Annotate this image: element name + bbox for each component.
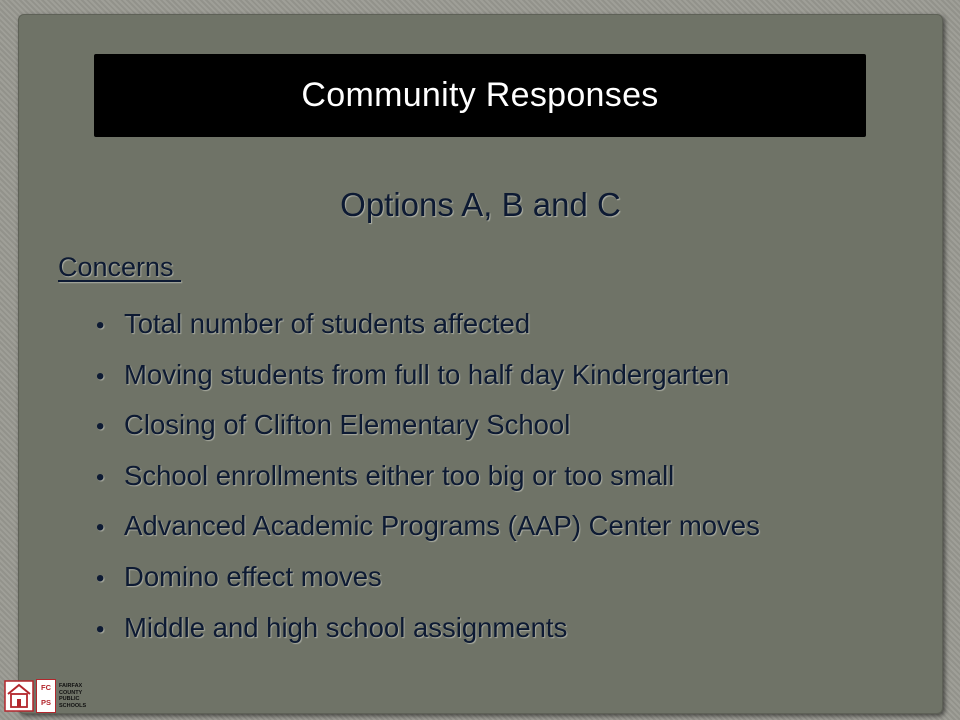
bullet-dot-icon: • xyxy=(96,312,105,339)
bullet-text: Closing of Clifton Elementary School xyxy=(124,409,571,441)
bullet-text: Domino effect moves xyxy=(124,560,382,592)
bullet-item xyxy=(96,359,760,410)
logo-monogram-bottom: PS xyxy=(40,698,51,707)
bullet-text: Moving students from full to half day Kindergarten xyxy=(124,358,730,390)
bullet-dot-icon: • xyxy=(96,564,105,592)
logo-word: PUBLIC xyxy=(59,696,80,702)
slide-title: Community Responses xyxy=(301,76,659,114)
bullet-dot-icon: • xyxy=(96,514,105,542)
bullet-text: School enrollments either too big or too small xyxy=(124,459,675,491)
slide xyxy=(18,14,943,714)
bullet-item xyxy=(96,510,760,561)
bullet-dot-icon: • xyxy=(96,362,105,390)
bullet-text: Advanced Academic Programs (AAP) Center moves xyxy=(124,510,760,542)
logo-monogram-top: FC xyxy=(41,683,51,692)
bullet-text: Middle and high school assignments xyxy=(124,611,568,643)
bullet-list xyxy=(96,308,760,662)
fcps-logo xyxy=(4,674,94,718)
bullet-item xyxy=(96,409,760,460)
slide-subtitle: Options A, B and C xyxy=(340,186,621,223)
logo-word: COUNTY xyxy=(59,689,83,696)
bullet-item xyxy=(96,460,760,511)
bullet-dot-icon: • xyxy=(96,615,105,643)
bullet-dot-icon: • xyxy=(96,463,105,491)
logo-monogram xyxy=(36,679,56,713)
bullet-dot-icon: • xyxy=(96,413,105,441)
section-heading: Concerns xyxy=(58,252,182,282)
logo-word: SCHOOLS xyxy=(59,702,87,709)
logo-wordmark xyxy=(59,683,86,709)
schoolhouse-icon xyxy=(4,680,34,712)
bullet-item xyxy=(96,561,760,612)
logo-word: FAIRFAX xyxy=(59,683,83,689)
bullet-item xyxy=(96,308,760,359)
bullet-item xyxy=(96,612,760,663)
bullet-text: Total number of students affected xyxy=(124,308,531,339)
title-bar xyxy=(94,54,866,137)
